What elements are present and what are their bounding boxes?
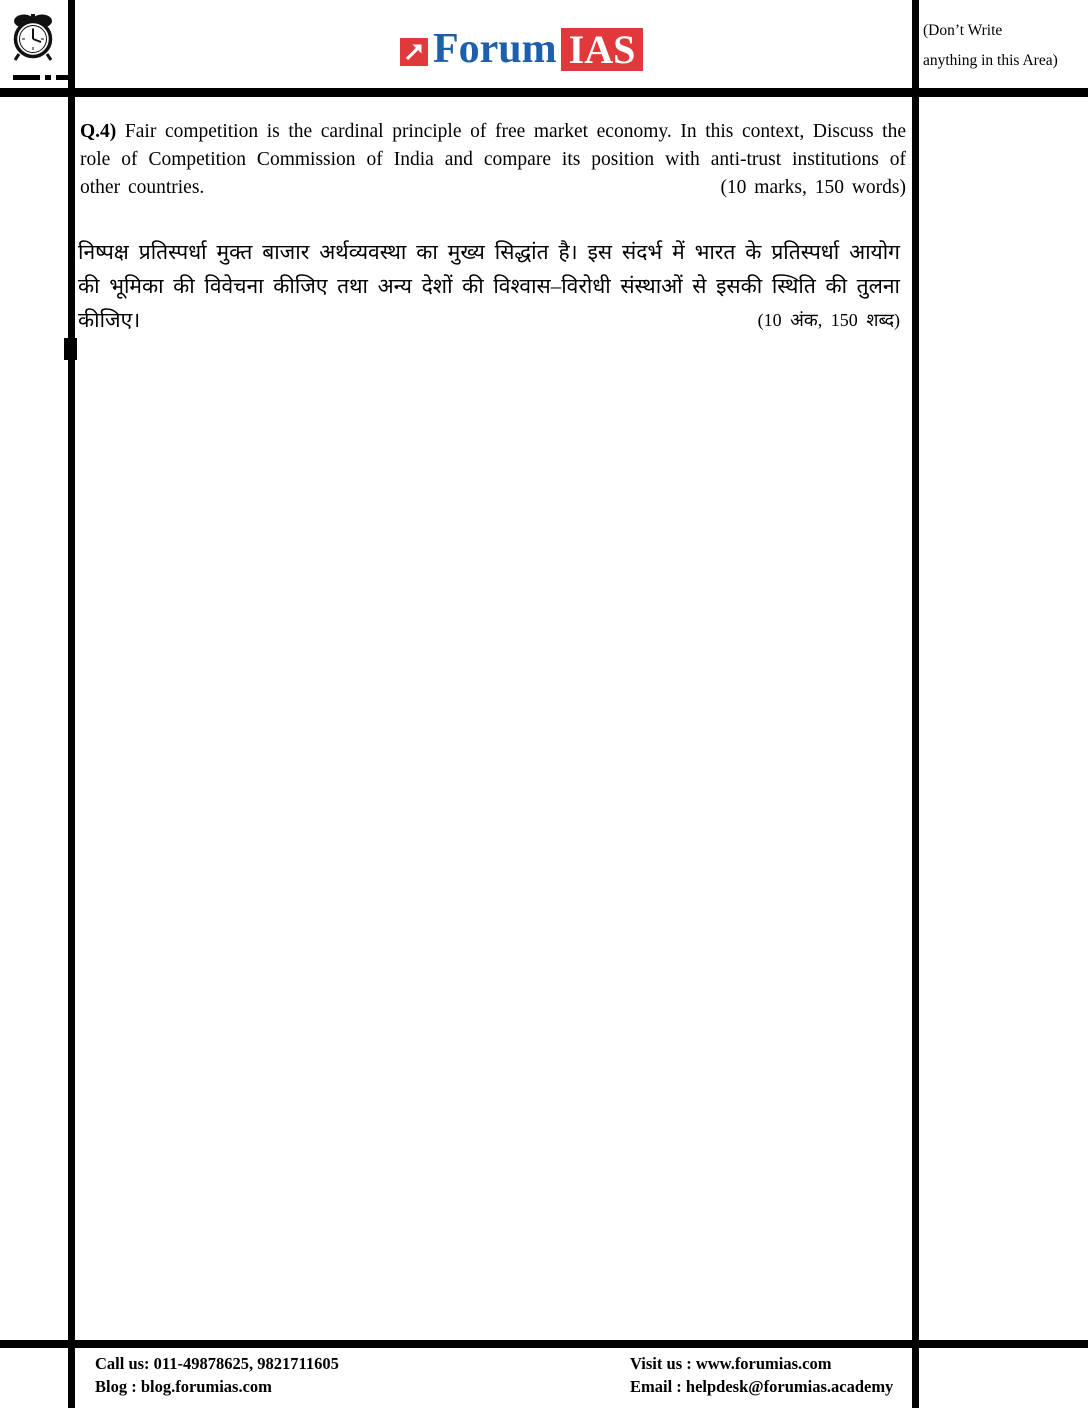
dont-write-note	[923, 16, 1085, 76]
footer-visit-us: Visit us : www.forumias.com	[630, 1354, 832, 1373]
dash-dot-divider	[13, 75, 70, 80]
dont-write-line2: anything in this Area)	[923, 52, 1058, 69]
arrow-up-right-icon	[400, 38, 428, 66]
question-hindi	[78, 235, 900, 337]
logo-ias-text: IAS	[561, 28, 644, 71]
logo-forum-text: Forum	[433, 26, 557, 72]
left-margin-rule	[68, 0, 75, 1408]
footer-contact-right	[630, 1352, 893, 1398]
footer-blog: Blog : blog.forumias.com	[95, 1377, 272, 1396]
question-marks-hindi: (10 अंक, 150 शब्द)	[757, 310, 900, 330]
dont-write-line1: (Don’t Write	[923, 22, 1003, 39]
alarm-clock-icon	[10, 12, 56, 67]
forumias-logo	[400, 26, 643, 72]
footer-call-us: Call us: 011-49878625, 9821711605	[95, 1354, 339, 1373]
question-english	[80, 118, 906, 202]
left-rule-notch	[64, 338, 77, 360]
question-text-hindi: निष्पक्ष प्रतिस्पर्धा मुक्त बाजार अर्थव्यवस्था का मुख्य सिद्धांत है। इस संदर्भ में भारत के प्रतिस्पर्धा आयोग की भूमिका की विवेचना कीजिए तथा अन्य देशों की विश्वास–विरोधी संस्थाओं से इसकी स्थिति की तुलना कीजिए।	[78, 240, 900, 332]
footer-divider-rule	[0, 1340, 1088, 1348]
question-number: Q.4)	[80, 120, 117, 142]
question-text-english: Fair competition is the cardinal principle of free market economy. In this context, Discuss the role of Competition Commission of India and compare its position with anti-trust institutions of other countries.	[80, 120, 906, 198]
right-margin-rule	[912, 0, 919, 1408]
footer-email: Email : helpdesk@forumias.academy	[630, 1377, 894, 1396]
footer-contact-left	[95, 1352, 339, 1398]
header-divider-rule	[0, 88, 1088, 97]
question-marks-english: (10 marks, 150 words)	[720, 176, 906, 198]
